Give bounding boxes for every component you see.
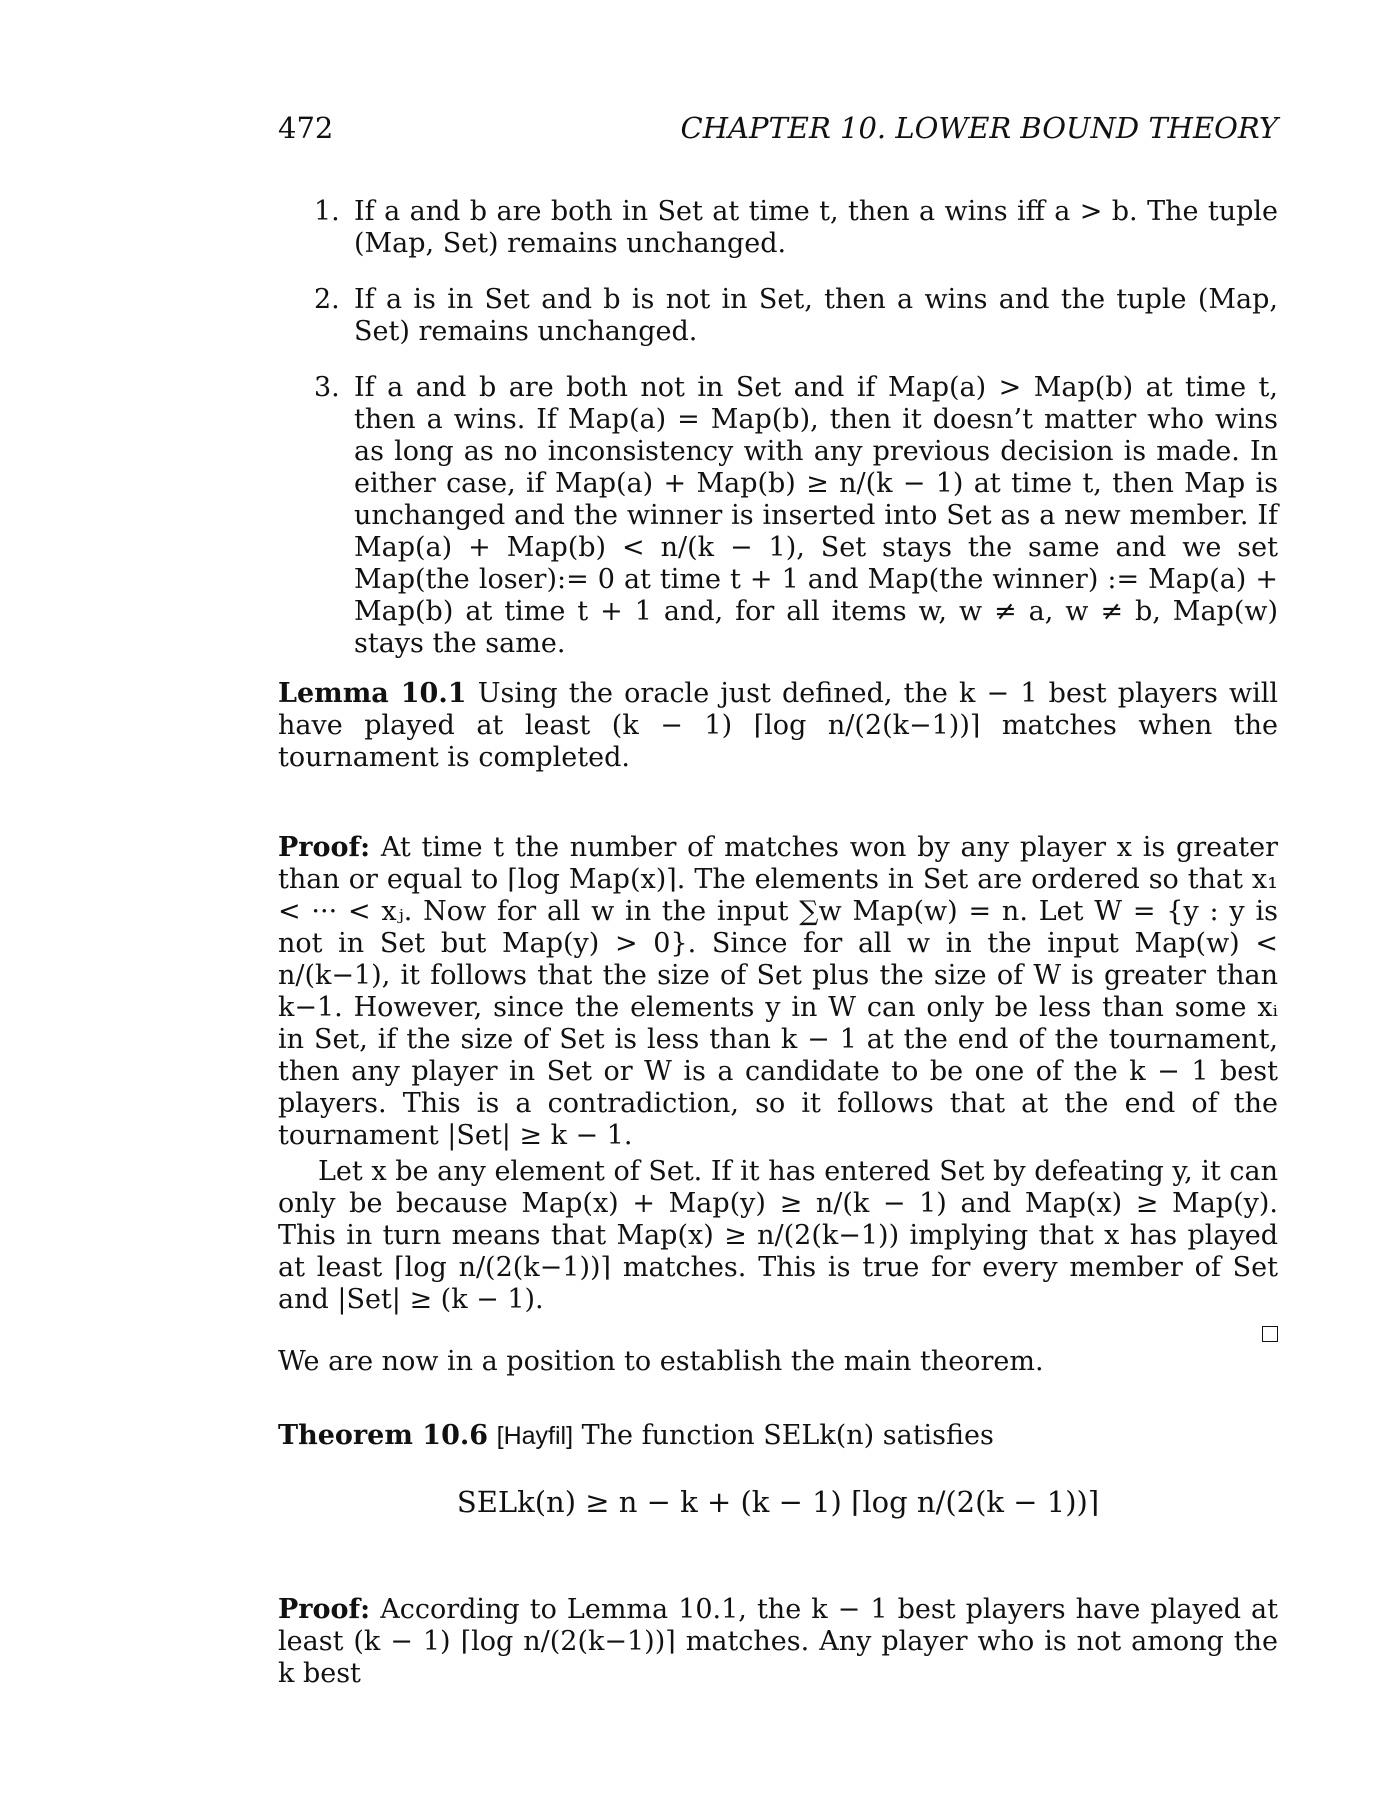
theorem-block [278, 1420, 1278, 1518]
proof-paragraph: At time t the number of matches won by any player x is greater than or equal to ⌈log Map(x)⌉. The elements in Set are ordered so that x₁ < ··· < xⱼ. Now for all w in the input ∑w Map(w) = n. Let W = {y : y is not in Set but Map(y) > 0}. Since for all w in the input Map(w) < n/(k−1), it follows that the size of Set plus the size of W is greater than k−1. However, since the elements y in W can only be less than some xᵢ in Set, if the size of Set is less than k − 1 at the end of the tournament, then any player in Set or W is a candidate to be one of the k − 1 best players. This is a contradiction, so it follows that at the end of the tournament |Set| ≥ k − 1. [278, 832, 1278, 1151]
display-formula: SELk(n) ≥ n − k + (k − 1) ⌈log n/(2(k − 1))⌉ [456, 1485, 1100, 1519]
running-head: CHAPTER 10. LOWER BOUND THEORY [680, 111, 1278, 145]
list-item [278, 196, 1278, 260]
proof-label: Proof: [278, 832, 371, 863]
qed-icon [1262, 1326, 1278, 1342]
oracle-rules-list [278, 196, 1278, 684]
page-number: 472 [278, 111, 334, 145]
proof-block [278, 1594, 1278, 1690]
list-item-number: 3. [314, 372, 340, 403]
list-item-number: 2. [314, 284, 340, 315]
list-item-number: 1. [314, 196, 340, 227]
theorem-text: The function SELk(n) satisfies [581, 1420, 994, 1451]
theorem-label: Theorem 10.6 [278, 1420, 489, 1451]
transition-paragraph: We are now in a position to establish the main theorem. [278, 1346, 1044, 1377]
proof-label: Proof: [278, 1594, 371, 1625]
lemma-block [278, 678, 1278, 774]
list-item-text: If a is in Set and b is not in Set, then a wins and the tuple (Map, Set) remains unchanged. [354, 284, 1278, 347]
list-item [278, 372, 1278, 660]
page-header [278, 112, 1278, 152]
lemma-label: Lemma 10.1 [278, 678, 467, 709]
theorem-attribution: [Hayfil] [496, 1422, 574, 1450]
proof-text: According to Lemma 10.1, the k − 1 best players have played at least (k − 1) ⌈log n/(2(k−1))⌉ matches. Any player who is not among the k best [278, 1594, 1278, 1689]
lemma-text: Using the oracle just defined, the k − 1 best players will have played at least (k − 1) ⌈log n/(2(k−1))⌉ matches when the tournament is completed. [278, 678, 1278, 773]
list-item-text: If a and b are both in Set at time t, then a wins iff a > b. The tuple (Map, Set) remains unchanged. [354, 196, 1278, 259]
list-item [278, 284, 1278, 348]
proof-block [278, 832, 1278, 1342]
proof-paragraph: Let x be any element of Set. If it has entered Set by defeating y, it can only be because Map(x) + Map(y) ≥ n/(k − 1) and Map(x) ≥ Map(y). This in turn means that Map(x) ≥ n/(2(k−1)) implying that x has played at least ⌈log n/(2(k−1))⌉ matches. This is true for every member of Set and |Set| ≥ (k − 1). [278, 1156, 1278, 1315]
list-item-text: If a and b are both not in Set and if Map(a) > Map(b) at time t, then a wins. If Map(a) = Map(b), then it doesn’t matter who wins as long as no inconsistency with any previous decision is made. In either case, if Map(a) + Map(b) ≥ n/(k − 1) at time t, then Map is unchanged and the winner is inserted into Set as a new member. If Map(a) + Map(b) < n/(k − 1), Set stays the same and we set Map(the loser):= 0 at time t + 1 and Map(the winner) := Map(a) + Map(b) at time t + 1 and, for all items w, w ≠ a, w ≠ b, Map(w) stays the same. [354, 372, 1278, 659]
